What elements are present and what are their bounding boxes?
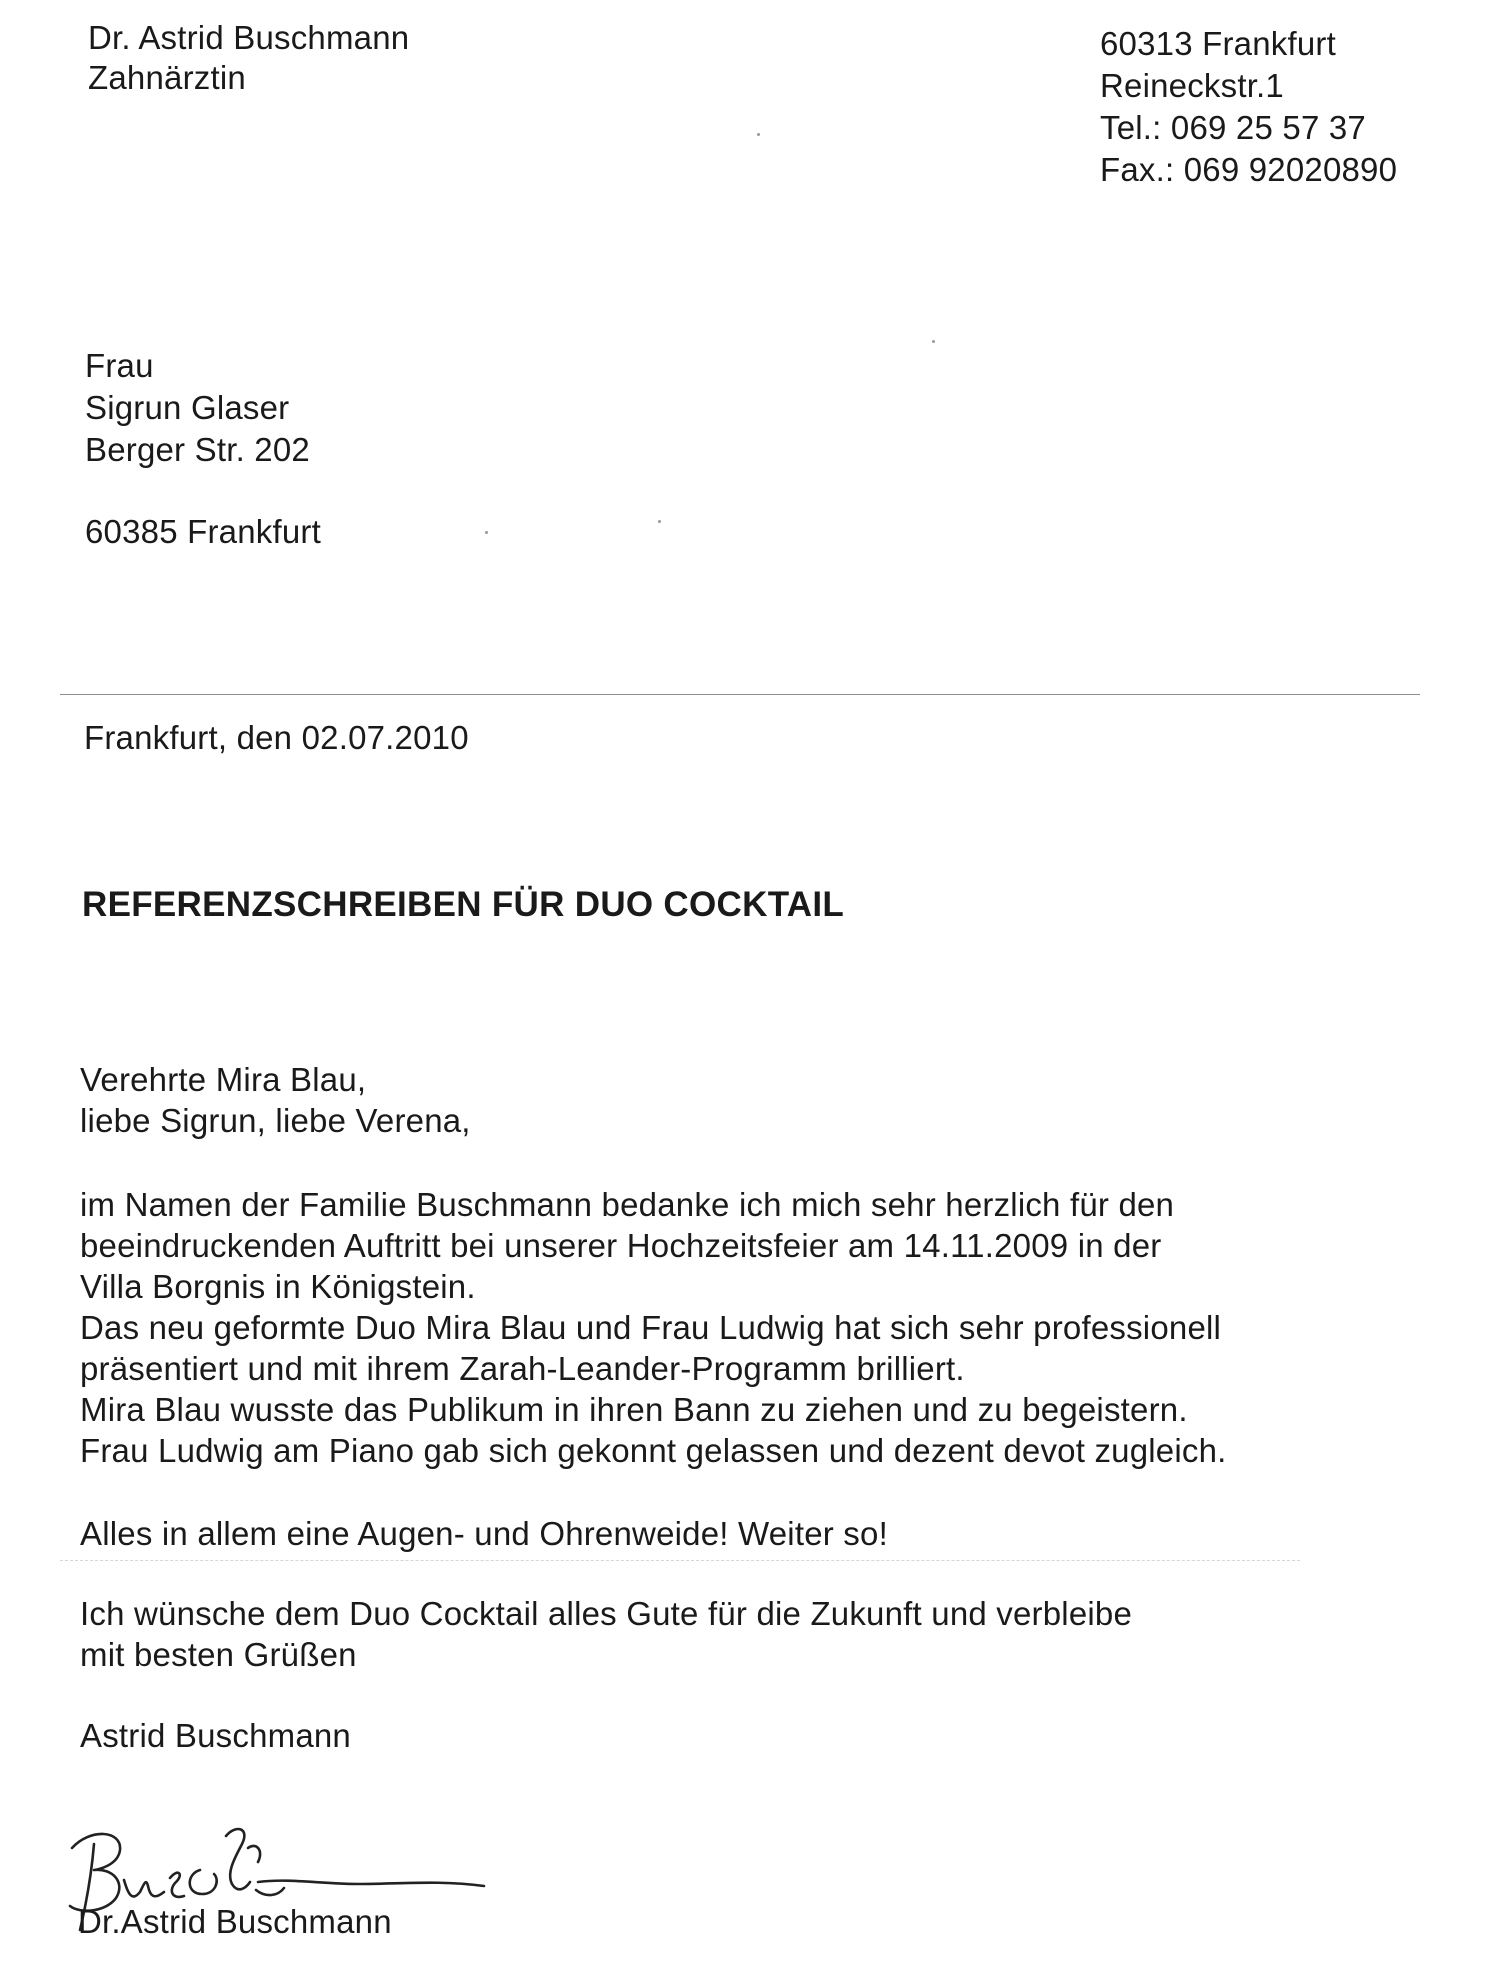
sender-phone: Tel.: 069 25 57 37 (1100, 109, 1366, 146)
recipient-salutation: Frau (85, 347, 154, 384)
subject-heading: REFERENZSCHREIBEN FÜR DUO COCKTAIL (82, 885, 845, 924)
closing-name: Astrid Buschmann (80, 1717, 351, 1754)
sender-city: 60313 Frankfurt (1100, 25, 1336, 62)
recipient-name: Sigrun Glaser (85, 389, 290, 426)
body-line: beeindruckenden Auftritt bei unserer Hochzeitsfeier am 14.11.2009 in der (80, 1227, 1162, 1264)
sender-name: Dr. Astrid Buschmann (88, 19, 410, 56)
recipient-street: Berger Str. 202 (85, 431, 310, 468)
sender-profession: Zahnärztin (88, 59, 246, 96)
greeting-line-1: Verehrte Mira Blau, (80, 1061, 367, 1098)
greeting-line-2: liebe Sigrun, liebe Verena, (80, 1102, 471, 1139)
body-line: Das neu geformte Duo Mira Blau und Frau Ludwig hat sich sehr professionell (80, 1309, 1222, 1346)
scan-speck (658, 520, 661, 523)
closing-line-2: mit besten Grüßen (80, 1636, 357, 1673)
body-line: präsentiert und mit ihrem Zarah-Leander-Programm brilliert. (80, 1350, 965, 1387)
scan-speck (932, 340, 935, 343)
scan-artifact-line (60, 1560, 1300, 1561)
body-line: Mira Blau wusste das Publikum in ihren Bann zu ziehen und zu begeistern. (80, 1391, 1188, 1428)
date-line: Frankfurt, den 02.07.2010 (84, 719, 469, 756)
sender-street: Reineckstr.1 (1100, 67, 1284, 104)
scan-speck (485, 531, 488, 534)
sender-fax: Fax.: 069 92020890 (1100, 151, 1398, 188)
signature-name: Dr.Astrid Buschmann (78, 1903, 392, 1940)
closing-line-1: Ich wünsche dem Duo Cocktail alles Gute für die Zukunft und verbleibe (80, 1595, 1133, 1632)
body-line: im Namen der Familie Buschmann bedanke ich mich sehr herzlich für den (80, 1186, 1175, 1223)
body-paragraph-2: Alles in allem eine Augen- und Ohrenweide! Weiter so! (80, 1515, 888, 1552)
recipient-city: 60385 Frankfurt (85, 513, 321, 550)
body-line: Villa Borgnis in Königstein. (80, 1268, 476, 1305)
scan-speck (757, 133, 760, 136)
body-line: Frau Ludwig am Piano gab sich gekonnt gelassen und dezent devot zugleich. (80, 1432, 1227, 1469)
separator-rule (60, 694, 1420, 695)
